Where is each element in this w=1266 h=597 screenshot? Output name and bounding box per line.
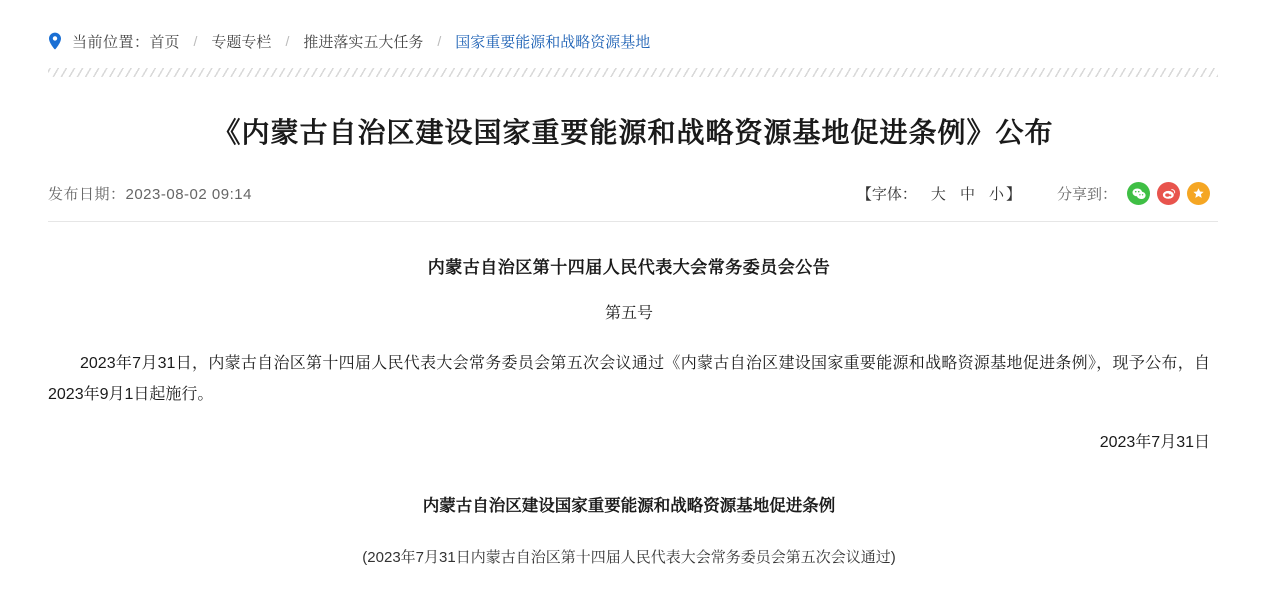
location-pin-icon bbox=[48, 32, 62, 50]
page-title: 《内蒙古自治区建设国家重要能源和战略资源基地促进条例》公布 bbox=[212, 117, 1054, 148]
meta-tools bbox=[857, 182, 1210, 205]
breadcrumb-item-energy-base[interactable]: 国家重要能源和战略资源基地 bbox=[455, 33, 651, 51]
font-size-small[interactable]: 小 bbox=[988, 186, 1004, 204]
hatched-divider bbox=[48, 68, 1218, 77]
breadcrumb-item-five-tasks[interactable]: 推进落实五大任务 bbox=[303, 33, 424, 51]
article-meta-row bbox=[48, 182, 1210, 221]
font-size-control bbox=[857, 183, 1021, 204]
font-size-label: 【字体： bbox=[856, 186, 917, 204]
breadcrumb-separator: / bbox=[437, 33, 442, 49]
weibo-icon[interactable] bbox=[1157, 182, 1180, 205]
breadcrumb-item-special-column[interactable]: 专题专栏 bbox=[211, 33, 272, 51]
favorite-star-icon[interactable] bbox=[1187, 182, 1210, 205]
share-label: 分享到： bbox=[1056, 186, 1117, 204]
regulation-title: 内蒙古自治区建设国家重要能源和战略资源基地促进条例 bbox=[422, 496, 836, 515]
font-size-large[interactable]: 大 bbox=[930, 186, 946, 204]
announcement-sign-date: 2023年7月31日 bbox=[1099, 434, 1210, 452]
article-body bbox=[48, 252, 1210, 572]
breadcrumb-item-home[interactable]: 首页 bbox=[149, 33, 180, 51]
announcement-heading: 内蒙古自治区第十四届人民代表大会常务委员会公告 bbox=[427, 258, 831, 278]
font-size-close-bracket: 】 bbox=[1005, 186, 1021, 204]
share-icon-group bbox=[1127, 182, 1210, 205]
breadcrumb-separator: / bbox=[193, 33, 198, 49]
announcement-paragraph: 2023年7月31日，内蒙古自治区第十四届人民代表大会常务委员会第五次会议通过《内蒙古自治区建设国家重要能源和战略资源基地促进条例》，现予公布，自2023年9月1日起施行。 bbox=[48, 354, 1210, 404]
breadcrumb bbox=[0, 14, 1266, 68]
regulation-subtitle: (2023年7月31日内蒙古自治区第十四届人民代表大会常务委员会第五次会议通过) bbox=[362, 548, 896, 566]
article-page bbox=[0, 14, 1266, 597]
meta-divider bbox=[48, 221, 1218, 222]
announcement-number: 第五号 bbox=[604, 305, 653, 323]
publish-date: 发布日期：2023-08-02 09:14 bbox=[48, 186, 252, 204]
wechat-icon[interactable] bbox=[1127, 182, 1150, 205]
font-size-medium[interactable]: 中 bbox=[959, 186, 975, 204]
breadcrumb-separator: / bbox=[285, 33, 290, 49]
breadcrumb-label: 当前位置： bbox=[72, 33, 150, 51]
